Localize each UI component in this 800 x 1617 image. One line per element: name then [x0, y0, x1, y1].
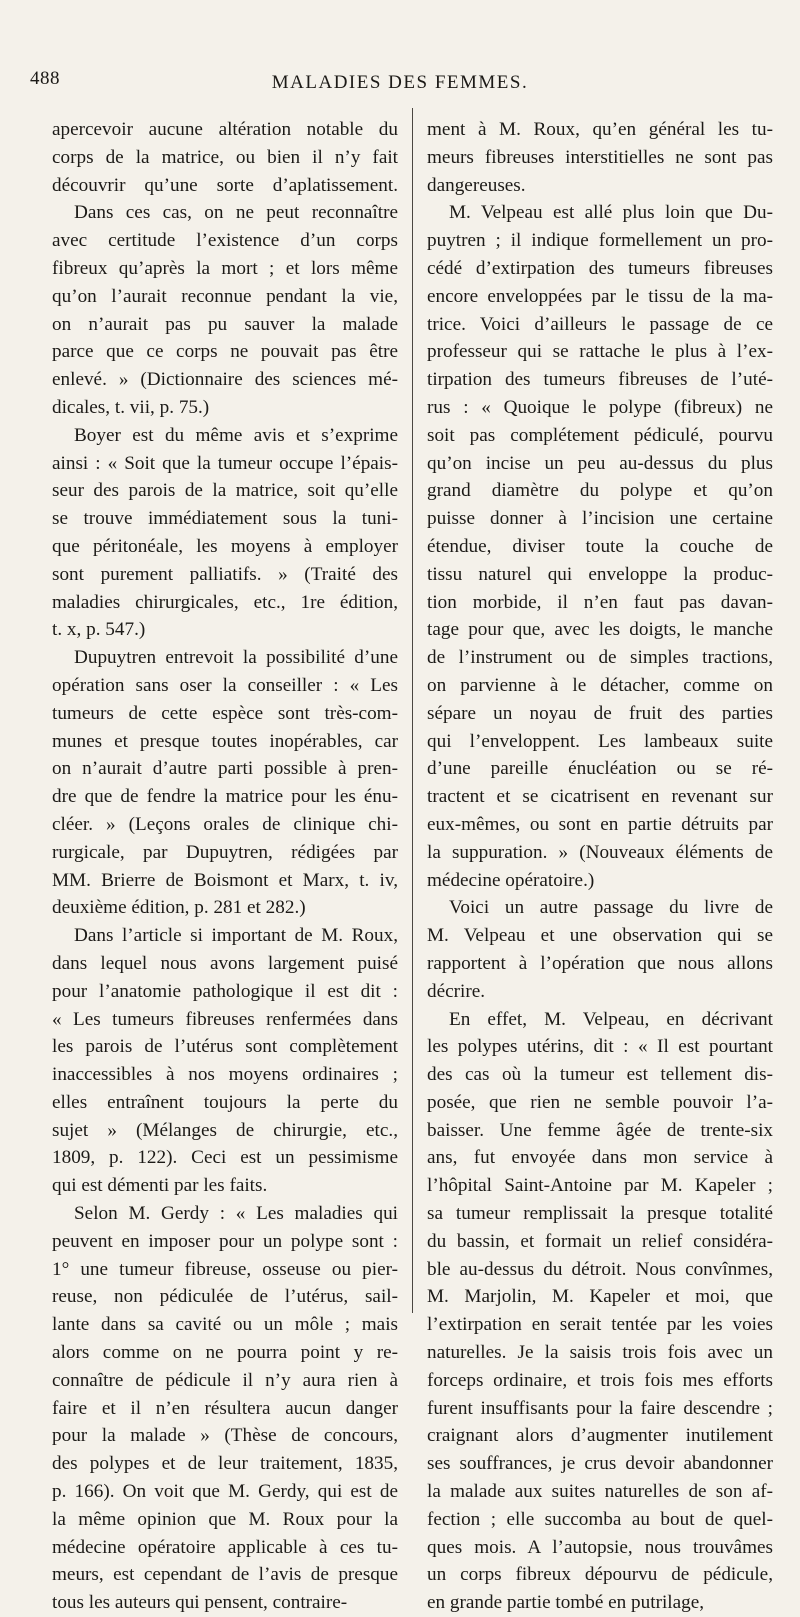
text-line: eux-mêmes, ou sont en partie détruits par [427, 813, 773, 835]
text-line: M. Velpeau est allé plus loin que Du- [449, 202, 773, 224]
text-line: connaître de pédicule il n’y aura rien à [52, 1369, 398, 1391]
text-line: enlevé. » (Dictionnaire des sciences mé- [52, 369, 398, 391]
text-line: encore enveloppées par le tissu de la ma- [427, 285, 773, 307]
text-line: Selon M. Gerdy : « Les maladies qui [74, 1203, 398, 1225]
text-line: puisse donner à l’incision une certaine [427, 508, 773, 530]
text-line: médecine opératoire applicable à ces tu- [52, 1536, 398, 1558]
text-line: Dans l’article si important de M. Roux, [74, 925, 398, 947]
text-line: découvrir qu’une sorte d’aplatissement. [52, 174, 398, 196]
text-line: Voici un autre passage du livre de [449, 897, 773, 919]
text-line: sa tumeur remplissait la presque totalité [427, 1203, 773, 1225]
text-line: ques mois. A l’autopsie, nous trouvâmes [427, 1536, 773, 1558]
text-line: étendue, diviser toute la couche de [427, 535, 773, 557]
text-line: on parvienne à le détacher, comme on [427, 674, 773, 696]
left-text-column [52, 116, 398, 1617]
text-line: la même opinion que M. Roux pour la [52, 1508, 398, 1530]
text-line: inaccessibles à nos moyens ordinaires ; [52, 1064, 398, 1086]
text-line: tumeurs de cette espèce sont très-com- [52, 702, 398, 724]
text-line: trice. Voici d’ailleurs le passage de ce [427, 313, 773, 335]
text-line: l’extirpation en serait tentée par les voies [427, 1314, 773, 1336]
text-line: Boyer est du même avis et s’exprime [74, 424, 398, 446]
text-line: des cas où la tumeur est tellement dis- [427, 1064, 773, 1086]
page-header [0, 68, 800, 98]
text-line: MM. Brierre de Boismont et Marx, t. iv, [52, 869, 398, 891]
text-line: cédé d’extirpation des tumeurs fibreuses [427, 257, 773, 279]
text-line: qui l’enveloppent. Les lambeaux suite [427, 730, 773, 752]
text-line: d’une pareille énucléation ou se ré- [427, 758, 773, 780]
text-line: tirpation des tumeurs fibreuses de l’uté- [427, 369, 773, 391]
text-line: pour la malade » (Thèse de concours, [52, 1425, 398, 1447]
text-line: tractent et se cicatrisent en revenant sur [427, 786, 773, 808]
text-line: alors comme on ne pourra point y re- [52, 1342, 398, 1364]
right-text-column [427, 116, 773, 1617]
text-line: M. Velpeau et une observation qui se [427, 925, 773, 947]
text-line: un corps fibreux dépourvu de pédicule, [427, 1564, 773, 1586]
text-line: tous les auteurs qui pensent, contraire- [52, 1592, 348, 1614]
text-line: dangereuses. [427, 174, 526, 196]
text-line: qui est démenti par les faits. [52, 1175, 268, 1197]
text-line: peuvent en imposer pour un polype sont : [52, 1230, 398, 1252]
text-line: professeur qui se rattache le plus à l’ex- [427, 341, 773, 363]
text-line: les parois de l’utérus sont complètement [52, 1036, 398, 1058]
text-line: on n’aurait pas pu sauver la malade [52, 313, 398, 335]
text-line: seur des parois de la matrice, soit qu’elle [52, 480, 398, 502]
text-line: les polypes utérins, dit : « Il est pourtant [427, 1036, 773, 1058]
text-line: sujet » (Mélanges de chirurgie, etc., [52, 1119, 398, 1141]
text-line: munes et presque toutes inopérables, car [52, 730, 398, 752]
text-line: de l’instrument ou de simples tractions, [427, 647, 773, 669]
text-line: lante dans sa cavité ou un môle ; mais [52, 1314, 398, 1336]
text-line: qu’on incise un peu au-dessus du plus [427, 452, 773, 474]
text-line: corps de la matrice, ou bien il n’y fait [52, 146, 398, 168]
text-line: ble au-dessus du détroit. Nous convînmes, [427, 1258, 773, 1280]
text-line: furent insuffisants pour la faire descendre ; [427, 1397, 773, 1419]
text-line: elles entraînent toujours la perte du [52, 1091, 398, 1113]
text-line: qu’on l’aurait reconnue pendant la vie, [52, 285, 398, 307]
text-line: dans lequel nous avons largement puisé [52, 952, 398, 974]
text-line: opération sans oser la conseiller : « Les [52, 674, 398, 696]
text-line: avec certitude l’existence d’un corps [52, 230, 398, 252]
text-line: du bassin, et formait un relief considéra- [427, 1230, 773, 1252]
text-line: reuse, non pédiculée de l’utérus, sail- [52, 1286, 398, 1308]
text-line: tissu naturel qui enveloppe la produc- [427, 563, 773, 585]
text-line: que péritonéale, les moyens à employer [52, 535, 398, 557]
text-line: dicales, t. vii, p. 75.) [52, 396, 210, 418]
text-line: sont purement palliatifs. » (Traité des [52, 563, 398, 585]
text-line: meurs fibreuses interstitielles ne sont pas [427, 146, 773, 168]
running-title: MALADIES DES FEMMES. [271, 72, 529, 93]
text-line: en grande partie tombé en putrilage, [427, 1592, 705, 1614]
text-line: rus : « Quoique le polype (fibreux) ne [427, 396, 773, 418]
text-line: Dans ces cas, on ne peut reconnaître [74, 202, 398, 224]
text-line: fection ; elle succomba au bout de quel- [427, 1508, 773, 1530]
text-line: « Les tumeurs fibreuses renfermées dans [52, 1008, 398, 1030]
text-line: meurs, est cependant de l’avis de presque [52, 1564, 398, 1586]
text-line: la malade aux suites naturelles de son af- [427, 1481, 773, 1503]
text-line: médecine opératoire.) [427, 869, 595, 891]
text-line: tage pour que, avec les doigts, le manche [427, 619, 773, 641]
text-line: des polypes et de leur traitement, 1835, [52, 1453, 398, 1475]
text-line: la suppuration. » (Nouveaux éléments de [427, 841, 773, 863]
text-line: posée, que rien ne semble pouvoir l’a- [427, 1091, 773, 1113]
text-line: fibreux qu’après la mort ; et lors même [52, 257, 398, 279]
page-number: 488 [30, 68, 60, 89]
text-line: cléer. » (Leçons orales de clinique chi- [52, 813, 398, 835]
text-line: on n’aurait d’autre parti possible à pren- [52, 758, 398, 780]
text-line: parce que ce corps ne pouvait pas être [52, 341, 398, 363]
column-divider [412, 108, 413, 1313]
text-line: l’hôpital Saint-Antoine par M. Kapeler ; [427, 1175, 773, 1197]
text-line: ainsi : « Soit que la tumeur occupe l’épais- [52, 452, 398, 474]
text-line: apercevoir aucune altération notable du [52, 119, 398, 140]
text-line: 1809, p. 122). Ceci est un pessimisme [52, 1147, 398, 1169]
text-line: tion morbide, il n’en faut pas davan- [427, 591, 773, 613]
text-line: rurgicale, par Dupuytren, rédigées par [52, 841, 398, 863]
text-line: ses souffrances, je crus devoir abandonner [427, 1453, 773, 1475]
text-line: sépare un noyau de fruit des parties [427, 702, 773, 724]
text-line: craignant alors d’augmenter inutilement [427, 1425, 773, 1447]
text-line: 1° une tumeur fibreuse, osseuse ou pier- [52, 1258, 398, 1280]
text-line: ment à M. Roux, qu’en général les tu- [427, 119, 773, 140]
text-line: M. Marjolin, M. Kapeler et moi, que [427, 1286, 773, 1308]
text-line: soit pas complétement pédiculé, pourvu [427, 424, 773, 446]
text-line: forceps ordinaire, et trois fois mes efforts [427, 1369, 773, 1391]
text-line: se trouve immédiatement sous la tuni- [52, 508, 398, 530]
text-line: naturelles. Je la saisis trois fois avec un [427, 1342, 773, 1364]
text-line: grand diamètre du polype et qu’on [427, 480, 773, 502]
text-line: puytren ; il indique formellement un pro- [427, 230, 773, 252]
text-line: deuxième édition, p. 281 et 282.) [52, 897, 306, 919]
text-line: maladies chirurgicales, etc., 1re édition, [52, 591, 398, 613]
text-line: rapportent à l’opération que nous allons [427, 952, 773, 974]
text-line: dre que de fendre la matrice pour les énu- [52, 786, 398, 808]
text-line: pour l’anatomie pathologique il est dit : [52, 980, 398, 1002]
text-line: ans, fut envoyée dans mon service à [427, 1147, 773, 1169]
text-line: décrire. [427, 980, 486, 1002]
text-line: En effet, M. Velpeau, en décrivant [449, 1008, 773, 1030]
text-line: p. 166). On voit que M. Gerdy, qui est de [52, 1481, 398, 1503]
text-line: baisser. Une femme âgée de trente-six [427, 1119, 773, 1141]
text-line: faire et il n’en résultera aucun danger [52, 1397, 398, 1419]
text-line: Dupuytren entrevoit la possibilité d’une [74, 647, 398, 669]
text-line: t. x, p. 547.) [52, 619, 146, 641]
